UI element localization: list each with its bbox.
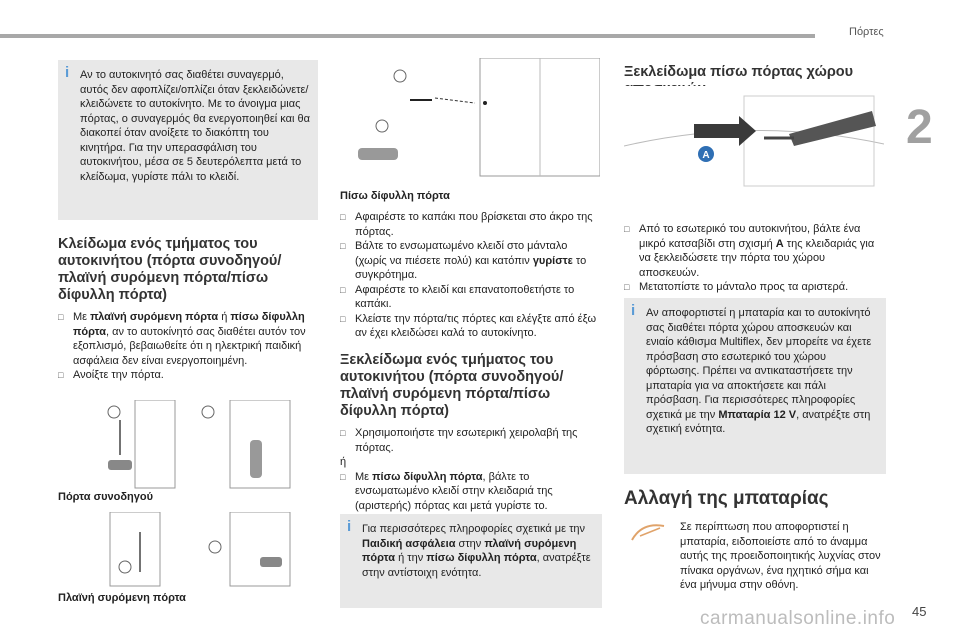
battery-info-note bbox=[624, 298, 886, 474]
caption-passenger-door: Πόρτα συνοδηγού bbox=[58, 491, 153, 503]
info-icon: i bbox=[631, 302, 636, 319]
battery-note-text: Αν αποφορτιστεί η μπαταρία και το αυτοκίνητό σας διαθέτει πόρτα χώρου αποσκευών και ενιαίο κάθισμα Multiflex, δεν μπορείτε να έχετε πρόσβαση στο εσωτερικό του χώρου φόρτωσης. Πρέπει να αντικαταστήσετε την μπαταρία για να αποκτήσετε και πάλι πρόσβαση. Για περισσότερες πληροφορίες σχετικά με την Μπαταρία 12 V, ανατρέξτε στη σχετική ενότητα. bbox=[646, 307, 872, 435]
list-item: □ Κλείστε την πόρτα/τις πόρτες και ελέγξτε από έξω αν έχει κλειδώσει καλά το αυτοκίνητο. bbox=[340, 312, 602, 341]
child-lock-info-note bbox=[340, 514, 602, 608]
watermark: carmanualsonline.info bbox=[700, 608, 896, 629]
unlock-section-heading: Ξεκλείδωμα ενός τμήματος του αυτοκινήτου (πόρτα συνοδηγού/πλαϊνή συρόμενη πόρτα/πίσω δίφυλλη πόρτα) bbox=[340, 352, 564, 419]
list-item: □ Ανοίξτε την πόρτα. bbox=[58, 368, 320, 383]
section-title: Πόρτες bbox=[849, 26, 884, 38]
figure-label-a: A bbox=[702, 150, 710, 161]
caption-sliding-door: Πλαϊνή συρόμενη πόρτα bbox=[58, 592, 186, 604]
page-number: 45 bbox=[912, 604, 927, 619]
unlock-instructions bbox=[340, 426, 602, 513]
battery-change-heading: Αλλαγή της μπαταρίας bbox=[624, 488, 829, 509]
sliding-door-illustration bbox=[80, 512, 310, 587]
boot-unlock-heading: Ξεκλείδωμα πίσω πόρτας χώρου αποσκευών bbox=[624, 64, 854, 97]
boot-unlock-instructions bbox=[624, 222, 886, 295]
passenger-door-illustration bbox=[80, 400, 310, 490]
lock-section-heading: Κλείδωμα ενός τμήματος του αυτοκινήτου (πόρτα συνοδηγού/πλαϊνή συρόμενη πόρτα/πίσω δίφυλλη πόρτα) bbox=[58, 236, 282, 303]
boot-lock-illustration bbox=[624, 86, 884, 196]
chapter-number: 2 bbox=[906, 101, 933, 154]
list-item: □ Μετατοπίστε το μάνταλο προς τα αριστερά. bbox=[624, 280, 886, 295]
child-lock-note-text: Για περισσότερες πληροφορίες σχετικά με την Παιδική ασφάλεια στην πλαϊνή συρόμενη πόρτα ή την πίσω δίφυλλη πόρτα, ανατρέξτε στην αντίστοιχη ενότητα. bbox=[362, 523, 591, 579]
info-icon: i bbox=[347, 518, 352, 535]
list-item: □ Με πλαϊνή συρόμενη πόρτα ή πίσω δίφυλλη πόρτα, αν το αυτοκίνητό σας διαθέτει αυτόν τον εξοπλισμό, βεβαιωθείτε ότι η ηλεκτρική παιδική ασφάλεια δεν είναι ενεργοποιημένη. bbox=[58, 310, 320, 368]
list-item: □ Χρησιμοποιήστε την εσωτερική χειρολαβή της πόρτας. bbox=[340, 426, 602, 455]
list-item: □ Με πίσω δίφυλλη πόρτα, βάλτε το ενσωματωμένο κλειδί στην κλειδαριά της (αριστερής) πόρτας και μετά γυρίστε το. bbox=[340, 470, 602, 514]
list-item: □ Αφαιρέστε το καπάκι που βρίσκεται στο άκρο της πόρτας. bbox=[340, 210, 602, 239]
battery-warning-icon bbox=[628, 518, 668, 548]
list-item: □ Από το εσωτερικό του αυτοκινήτου, βάλτε ένα μικρό κατσαβίδι στη σχισμή A της κλειδαριάς για να ξεκλειδώσετε την πόρτα του χώρου αποσκευών. bbox=[624, 222, 886, 280]
list-item: □ Αφαιρέστε το κλειδί και επανατοποθετήστε το καπάκι. bbox=[340, 283, 602, 312]
or-label: ή bbox=[340, 456, 347, 468]
list-item: □ Βάλτε το ενσωματωμένο κλειδί στο μάνταλο (χωρίς να πιέσετε πολύ) και κατόπιν γυρίστε το συγκρότημα. bbox=[340, 239, 602, 283]
info-icon: i bbox=[65, 64, 70, 81]
rear-door-instructions bbox=[340, 210, 602, 341]
alarm-note-text: Αν το αυτοκινητό σας διαθέτει συναγερμό, αυτός δεν αφοπλίζει/οπλίζει όταν ξεκλειδώνετε/κλειδώνετε το αυτοκίνητο. Με το άνοιγμα μιας πόρτας, ο συναγερμός θα ενεργοποιηθεί και θα διακοπεί όταν ανοίξετε το διακόπτη του κινητήρα. Για την υπερασφάλιση του αυτοκινήτου, μέσα σε 5 δευτερόλεπτα μετά το κλείδωμα, γυρίστε πάλι το κλειδί. bbox=[80, 69, 310, 183]
header-rule bbox=[0, 34, 815, 38]
battery-change-text: Σε περίπτωση που αποφορτιστεί η μπαταρία, ειδοποιείστε από το άναμμα αυτής της προειδοποιητικής λυχνίας στον πίνακα οργάνων, ένα ηχητικό σήμα και ένα μήνυμα στην οθόνη. bbox=[680, 521, 881, 591]
caption-rear-door: Πίσω δίφυλλη πόρτα bbox=[340, 190, 450, 202]
rear-door-illustration bbox=[340, 58, 600, 178]
alarm-info-note bbox=[58, 60, 318, 220]
lock-instructions bbox=[58, 310, 320, 383]
